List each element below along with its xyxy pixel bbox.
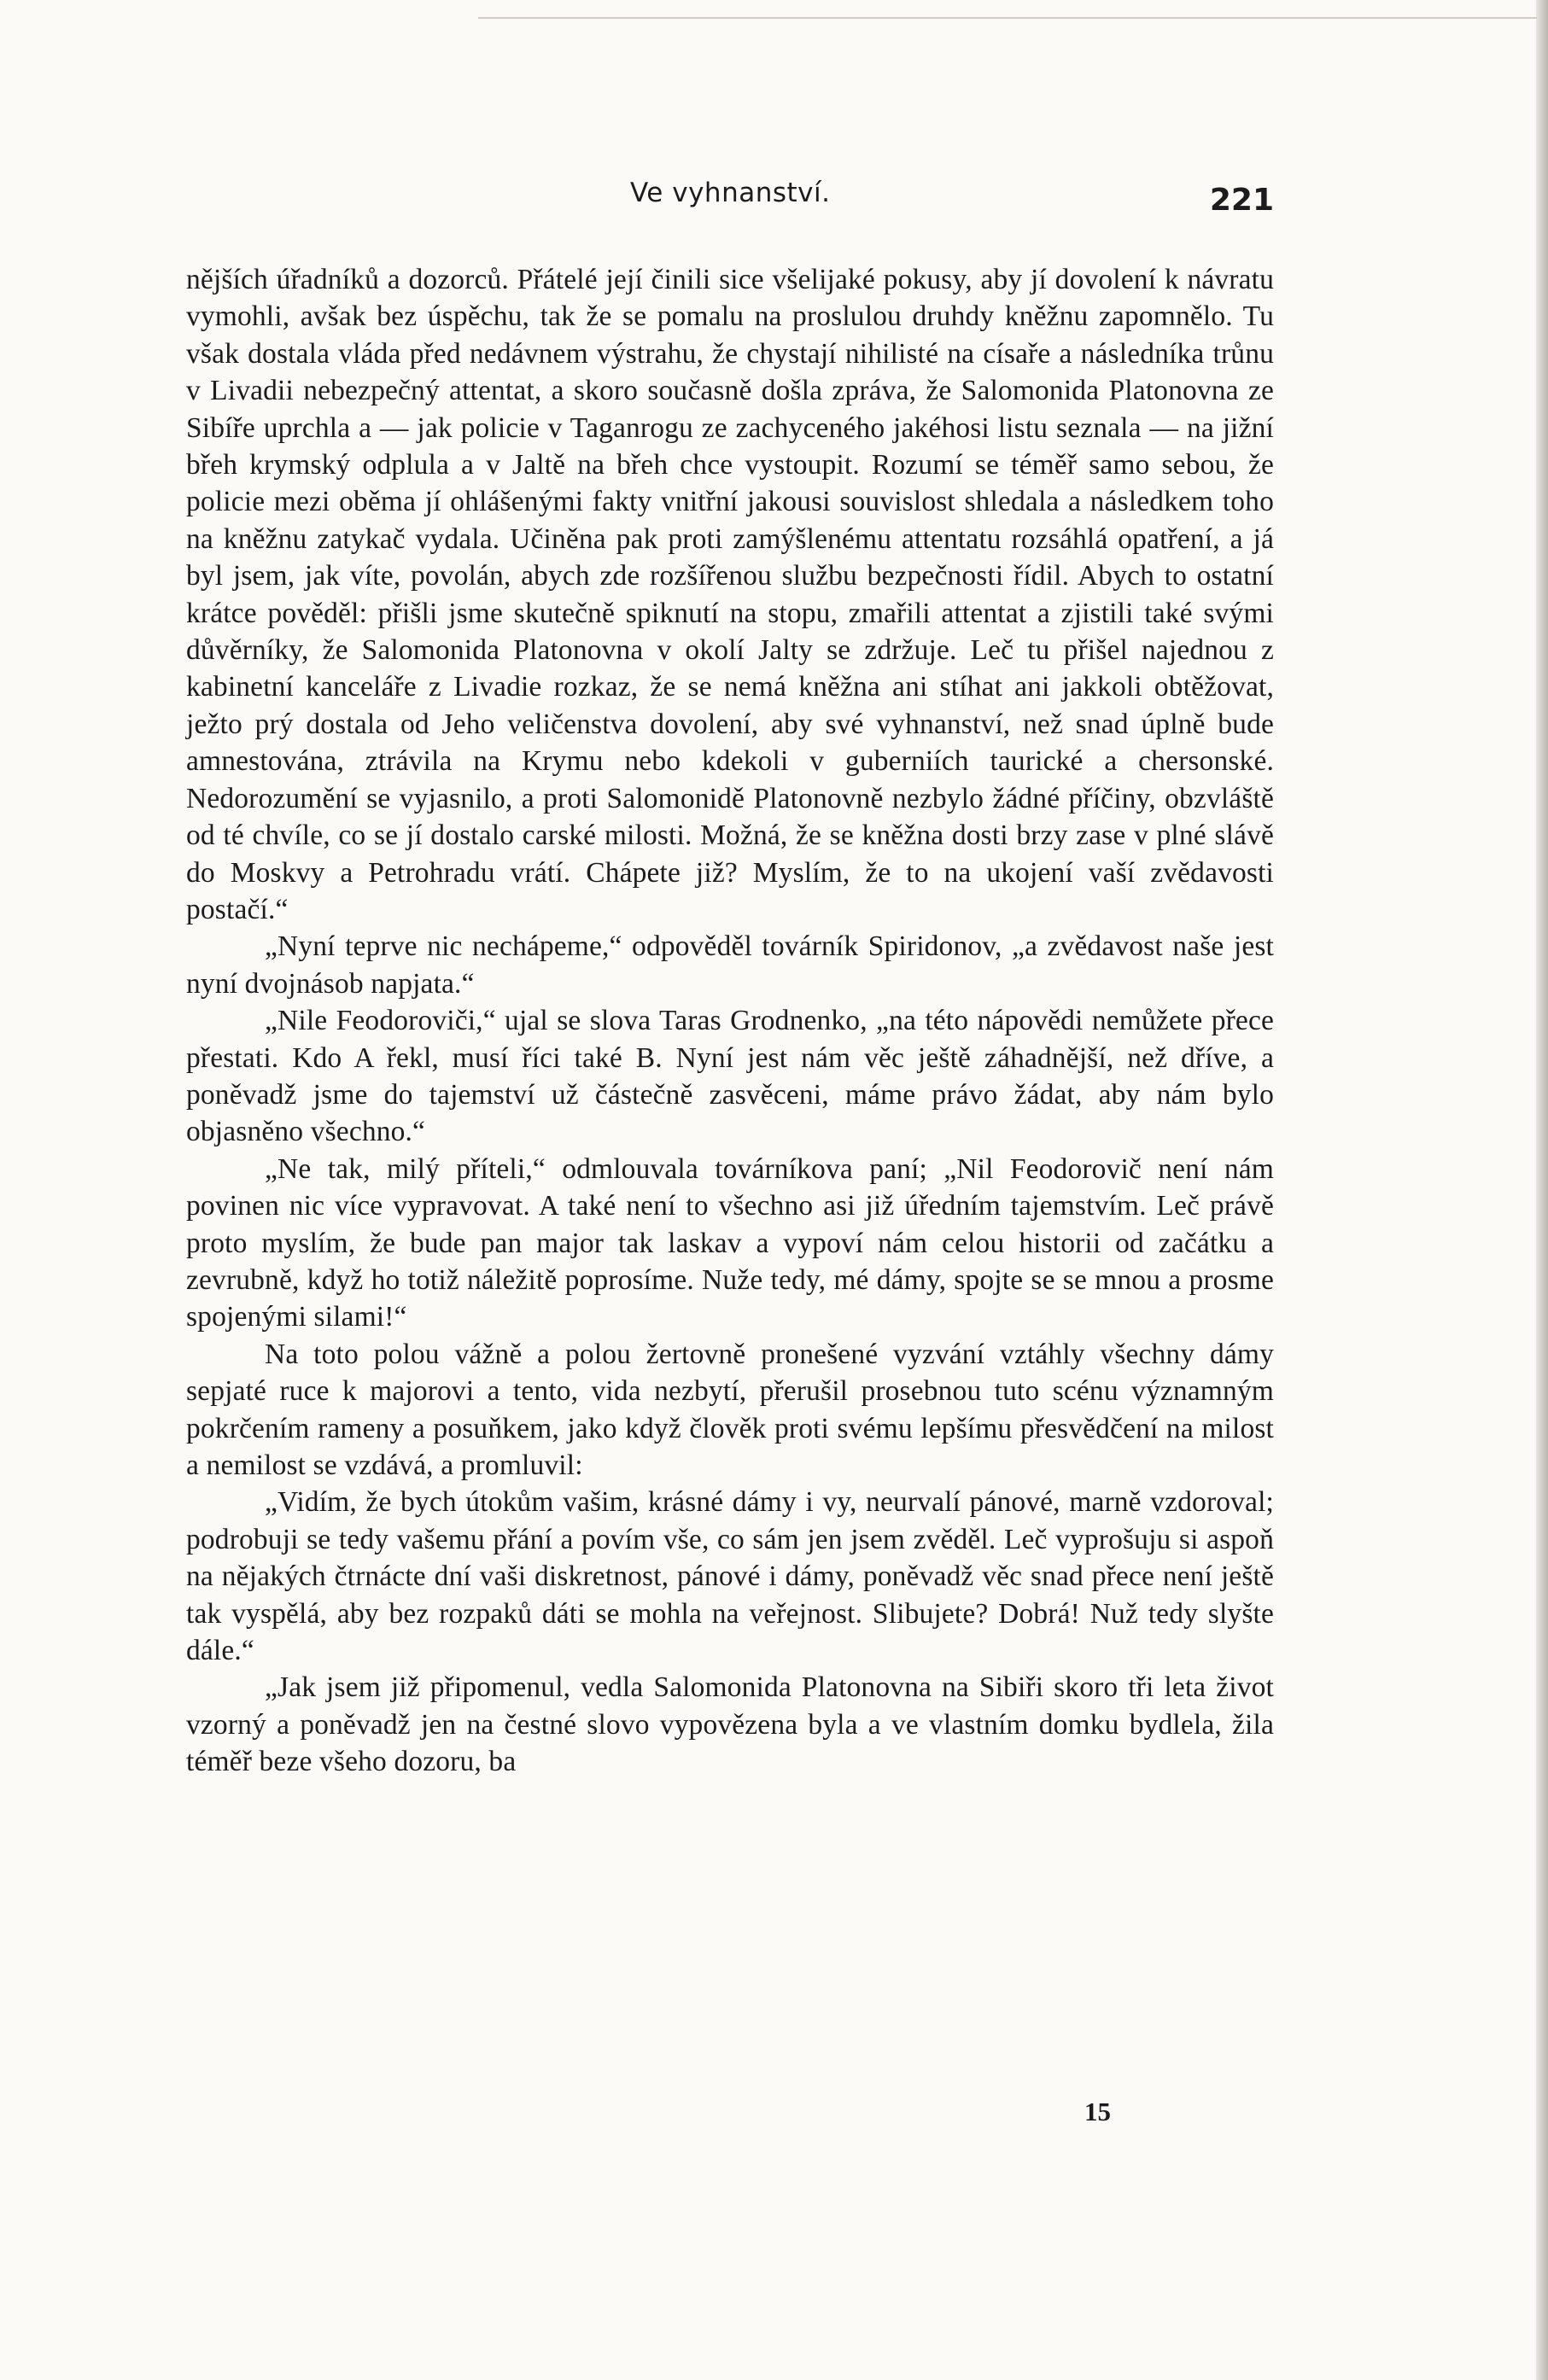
top-edge-line: [478, 17, 1537, 19]
running-title: Ve vyhnanství.: [630, 178, 831, 208]
paragraph-7: „Jak jsem již připomenul, vedla Salomonida Platonovna na Sibiři skoro tři leta život vzorný a poněvadž jen na čestné slovo vypovězena byla a ve vlastním domku bydlela, žila téměř beze všeho dozoru, ba: [186, 1671, 1274, 1778]
paragraph-2: „Nyní teprve nic nechápeme,“ odpověděl továrník Spiridonov, „a zvědavost naše jest nyní dvojnásob napjata.“: [186, 930, 1274, 1000]
paragraph-3: „Nile Feodoroviči,“ ujal se slova Taras Grodnenko, „na této nápovědi nemůžete přece přestati. Kdo A řekl, musí říci také B. Nyní jest nám věc ještě záhadnější, než dříve, a poněvadž jsme do tajemství už částečně zasvěceni, máme právo žádat, aby nám bylo objasněno všechno.“: [186, 1005, 1274, 1148]
paragraph-6: „Vidím, že bych útokům vašim, krásné dámy i vy, neurvalí pánové, marně vzdoroval; podrobuji se tedy vašemu přání a povím vše, co sám jen jsem zvěděl. Leč vyprošuju si aspoň na nějakých čtrnácte dní vaši diskretnost, pánové i dámy, poněvadž věc snad přece není ještě tak vyspělá, aby bez rozpaků dáti se mohla na veřejnost. Slibujete? Dobrá! Nuž tedy slyšte dále.“: [186, 1486, 1274, 1667]
page-edge: [1536, 0, 1548, 2380]
paragraph-5: Na toto polou vážně a polou žertovně pronešené vyzvání vztáhly všechny dámy sepjaté ruce k majorovi a tento, vida nezbytí, přerušil prosebnou tuto scénu významným pokrčením rameny a posuňkem, jako když člověk proti svému lepšímu přesvědčení na milost a nemilost se vzdává, a promluvil:: [186, 1338, 1274, 1481]
body-text: [186, 261, 1274, 1781]
page-number: 221: [1209, 183, 1274, 218]
paragraph-4: „Ne tak, milý příteli,“ odmlouvala továrníkova paní; „Nil Feodorovič není nám povinen nic více vypravovat. A také není to všechno asi již úředním tajemstvím. Leč právě proto myslím, že bude pan major tak laskav a vypoví nám celou historii od začátku a zevrubně, když ho totiž náležitě poprosíme. Nuže tedy, mé dámy, spojte se se mnou a prosme spojenými silami!“: [186, 1152, 1274, 1333]
paragraph-1: nějších úřadníků a dozorců. Přátelé její činili sice všelijaké pokusy, aby jí dovolení k návratu vymohli, avšak bez úspěchu, tak že se pomalu na proslulou druhdy kněžnu zapomnělo. Tu však dostala vláda před nedávnem výstrahu, že chystají nihilisté na císaře a následníka trůnu v Livadii nebezpečný attentat, a skoro současně došla zpráva, že Salomonida Platonovna ze Sibíře uprchla a — jak policie v Taganrogu ze zachyceného jakéhosi listu seznala — na jižní břeh krymský odplula a v Jaltě na břeh chce vystoupit. Rozumí se téměř samo sebou, že policie mezi oběma jí ohlášenými fakty vnitřní jakousi souvislost shledala a následkem toho na kněžnu zatykač vydala. Učiněna pak proti zamýšlenému attentatu rozsáhlá opatření, a já byl jsem, jak víte, povolán, abych zde rozšířenou službu bezpečnosti řídil. Abych to ostatní krátce pověděl: přišli jsme skutečně spiknutí na stopu, zmařili attentat a zjistili také svými důvěrníky, že Salomonida Platonovna v okolí Jalty se zdržuje. Leč tu přišel najednou z kabinetní kanceláře z Livadie rozkaz, že se nemá kněžna ani stíhat ani jakkoli obtěžovat, ježto prý dostala od Jeho veličenstva dovolení, aby své vyhnanství, než snad úplně bude amnestována, ztrávila na Krymu nebo kdekoli v guberniích taurické a chersonské. Nedorozumění se vyjasnilo, a proti Salomonidě Platonovně nezbylo žádné příčiny, obzvláště od té chvíle, co se jí dostalo carské milosti. Možná, že se kněžna dosti brzy zase v plné slávě do Moskvy a Petrohradu vrátí. Chápete již? Myslím, že to na ukojení vaší zvědavosti postačí.“: [186, 264, 1274, 925]
page-header: [186, 178, 1274, 229]
printer-signature: 15: [1084, 2097, 1111, 2126]
